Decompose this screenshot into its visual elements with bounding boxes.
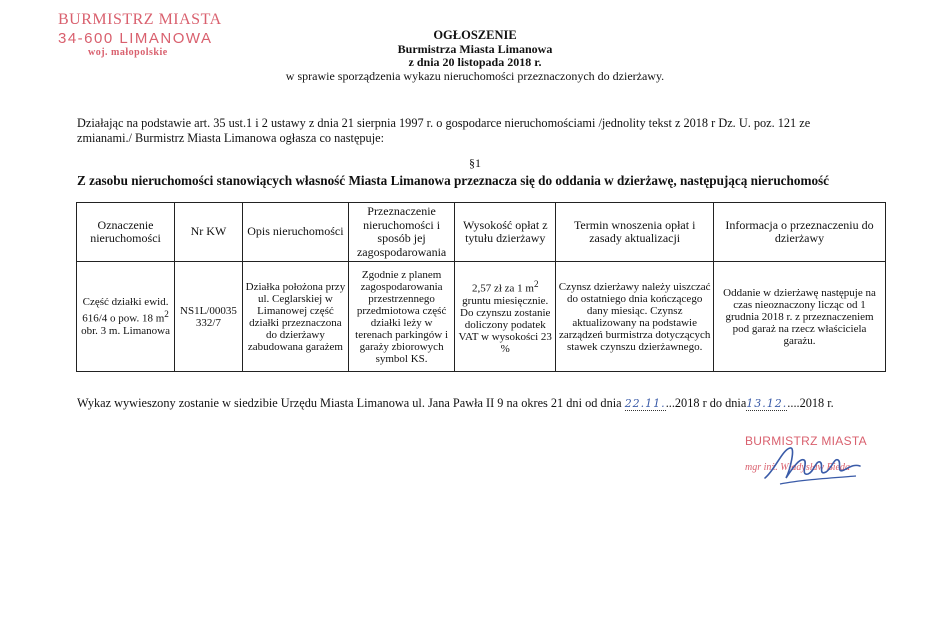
stamp-top-line1: BURMISTRZ MIASTA: [58, 11, 222, 28]
posting-notice: [77, 396, 897, 411]
stamp-bottom-line1: BURMISTRZ MIASTA: [745, 434, 867, 448]
handwritten-date-from: 22.11.: [624, 397, 666, 410]
stamp-bottom-line2: mgr inż. Władysław Bieda: [745, 462, 850, 473]
cell-fees-b: gruntu miesięcznie. Do czynszu zostanie doliczony podatek VAT w wysokości 23 %: [458, 294, 552, 355]
cell-designation-a: Część działki ewid. 616/4 o pow. 18 m: [82, 296, 169, 325]
header-payment-terms: Termin wnoszenia opłat i zasady aktualizacji: [556, 203, 714, 262]
document-issuer: Burmistrza Miasta Limanowa: [397, 41, 553, 56]
header-description: Opis nieruchomości: [242, 203, 348, 262]
cell-description: Działka położona przy ul. Ceglarskiej w Limanowej część działki przeznaczona do dzierżawy zabudowana garażem: [242, 262, 348, 372]
property-table: [76, 202, 886, 372]
cell-designation: [77, 262, 175, 372]
header-kw-number: Nr KW: [175, 203, 243, 262]
posting-text-a: Wykaz wywieszony zostanie w siedzibie Urzędu Miasta Limanowa ul. Jana Pawła II 9 na okres 21 dni od dnia: [77, 396, 625, 410]
section-heading: Z zasobu nieruchomości stanowiących własność Miasta Limanowa przeznacza się do oddania w dzierżawę, następującą nieruchomość: [77, 173, 830, 188]
intro-paragraph: Działając na podstawie art. 35 ust.1 i 2 ustawy z dnia 21 sierpnia 1997 r. o gospodarce nieruchomościami /jednolity tekst z 2018 r Dz. U. poz. 121 ze zmianami./ Burmistrz Miasta Limanowa ogłasza co następuje:: [77, 116, 811, 145]
cell-fees-sup: 2: [533, 279, 539, 290]
cell-designation-sup: 2: [164, 309, 169, 320]
cell-purpose: Zgodnie z planem zagospodarowania przestrzennego przedmiotowa część działki leży w terenach parkingów i garaży zbiorowych symbol KS.: [349, 262, 455, 372]
cell-lease-info: Oddanie w dzierżawę następuje na czas nieoznaczony licząc od 1 grudnia 2018 r. z przeznaczeniem pod garaż na rzecz właściciela garażu.: [714, 262, 886, 372]
header-fees: Wysokość opłat z tytułu dzierżawy: [455, 203, 556, 262]
signature-icon: [760, 440, 870, 490]
table-header-row: [77, 203, 886, 262]
cell-designation-b: obr. 3 m. Limanowa: [81, 324, 170, 337]
document-header: [0, 29, 950, 83]
table-row: [77, 262, 886, 372]
header-purpose: Przeznaczenie nieruchomości i sposób jej zagospodarowania: [349, 203, 455, 262]
posting-text-c: ....2018 r.: [787, 396, 834, 410]
stamp-top-line2: 34-600 LIMANOWA: [58, 30, 213, 47]
cell-payment-terms: Czynsz dzierżawy należy uiszczać do ostatniego dnia kończącego dany miesiąc. Czynsz aktualizowany na podstawie zarządzeń burmistrza dotyczących stawek czynszu dzierżawnego.: [556, 262, 714, 372]
header-designation: Oznaczenie nieruchomości: [77, 203, 175, 262]
stamp-top-line3: woj. małopolskie: [88, 47, 168, 58]
cell-kw-number: NS1L/00035 332/7: [175, 262, 243, 372]
document-date: z dnia 20 listopada 2018 r.: [408, 55, 542, 69]
handwritten-date-to: 13.12.: [746, 397, 788, 410]
document-subject: w sprawie sporządzenia wykazu nieruchomości przeznaczonych do dzierżawy.: [285, 68, 665, 83]
cell-fees: [455, 262, 556, 372]
document-title: OGŁOSZENIE: [433, 28, 517, 42]
cell-fees-a: 2,57 zł za 1 m: [471, 282, 534, 295]
header-lease-info: Informacja o przeznaczeniu do dzierżawy: [714, 203, 886, 262]
posting-text-b: ...2018 r do dnia: [665, 396, 747, 410]
paragraph-mark: §1: [469, 156, 481, 170]
